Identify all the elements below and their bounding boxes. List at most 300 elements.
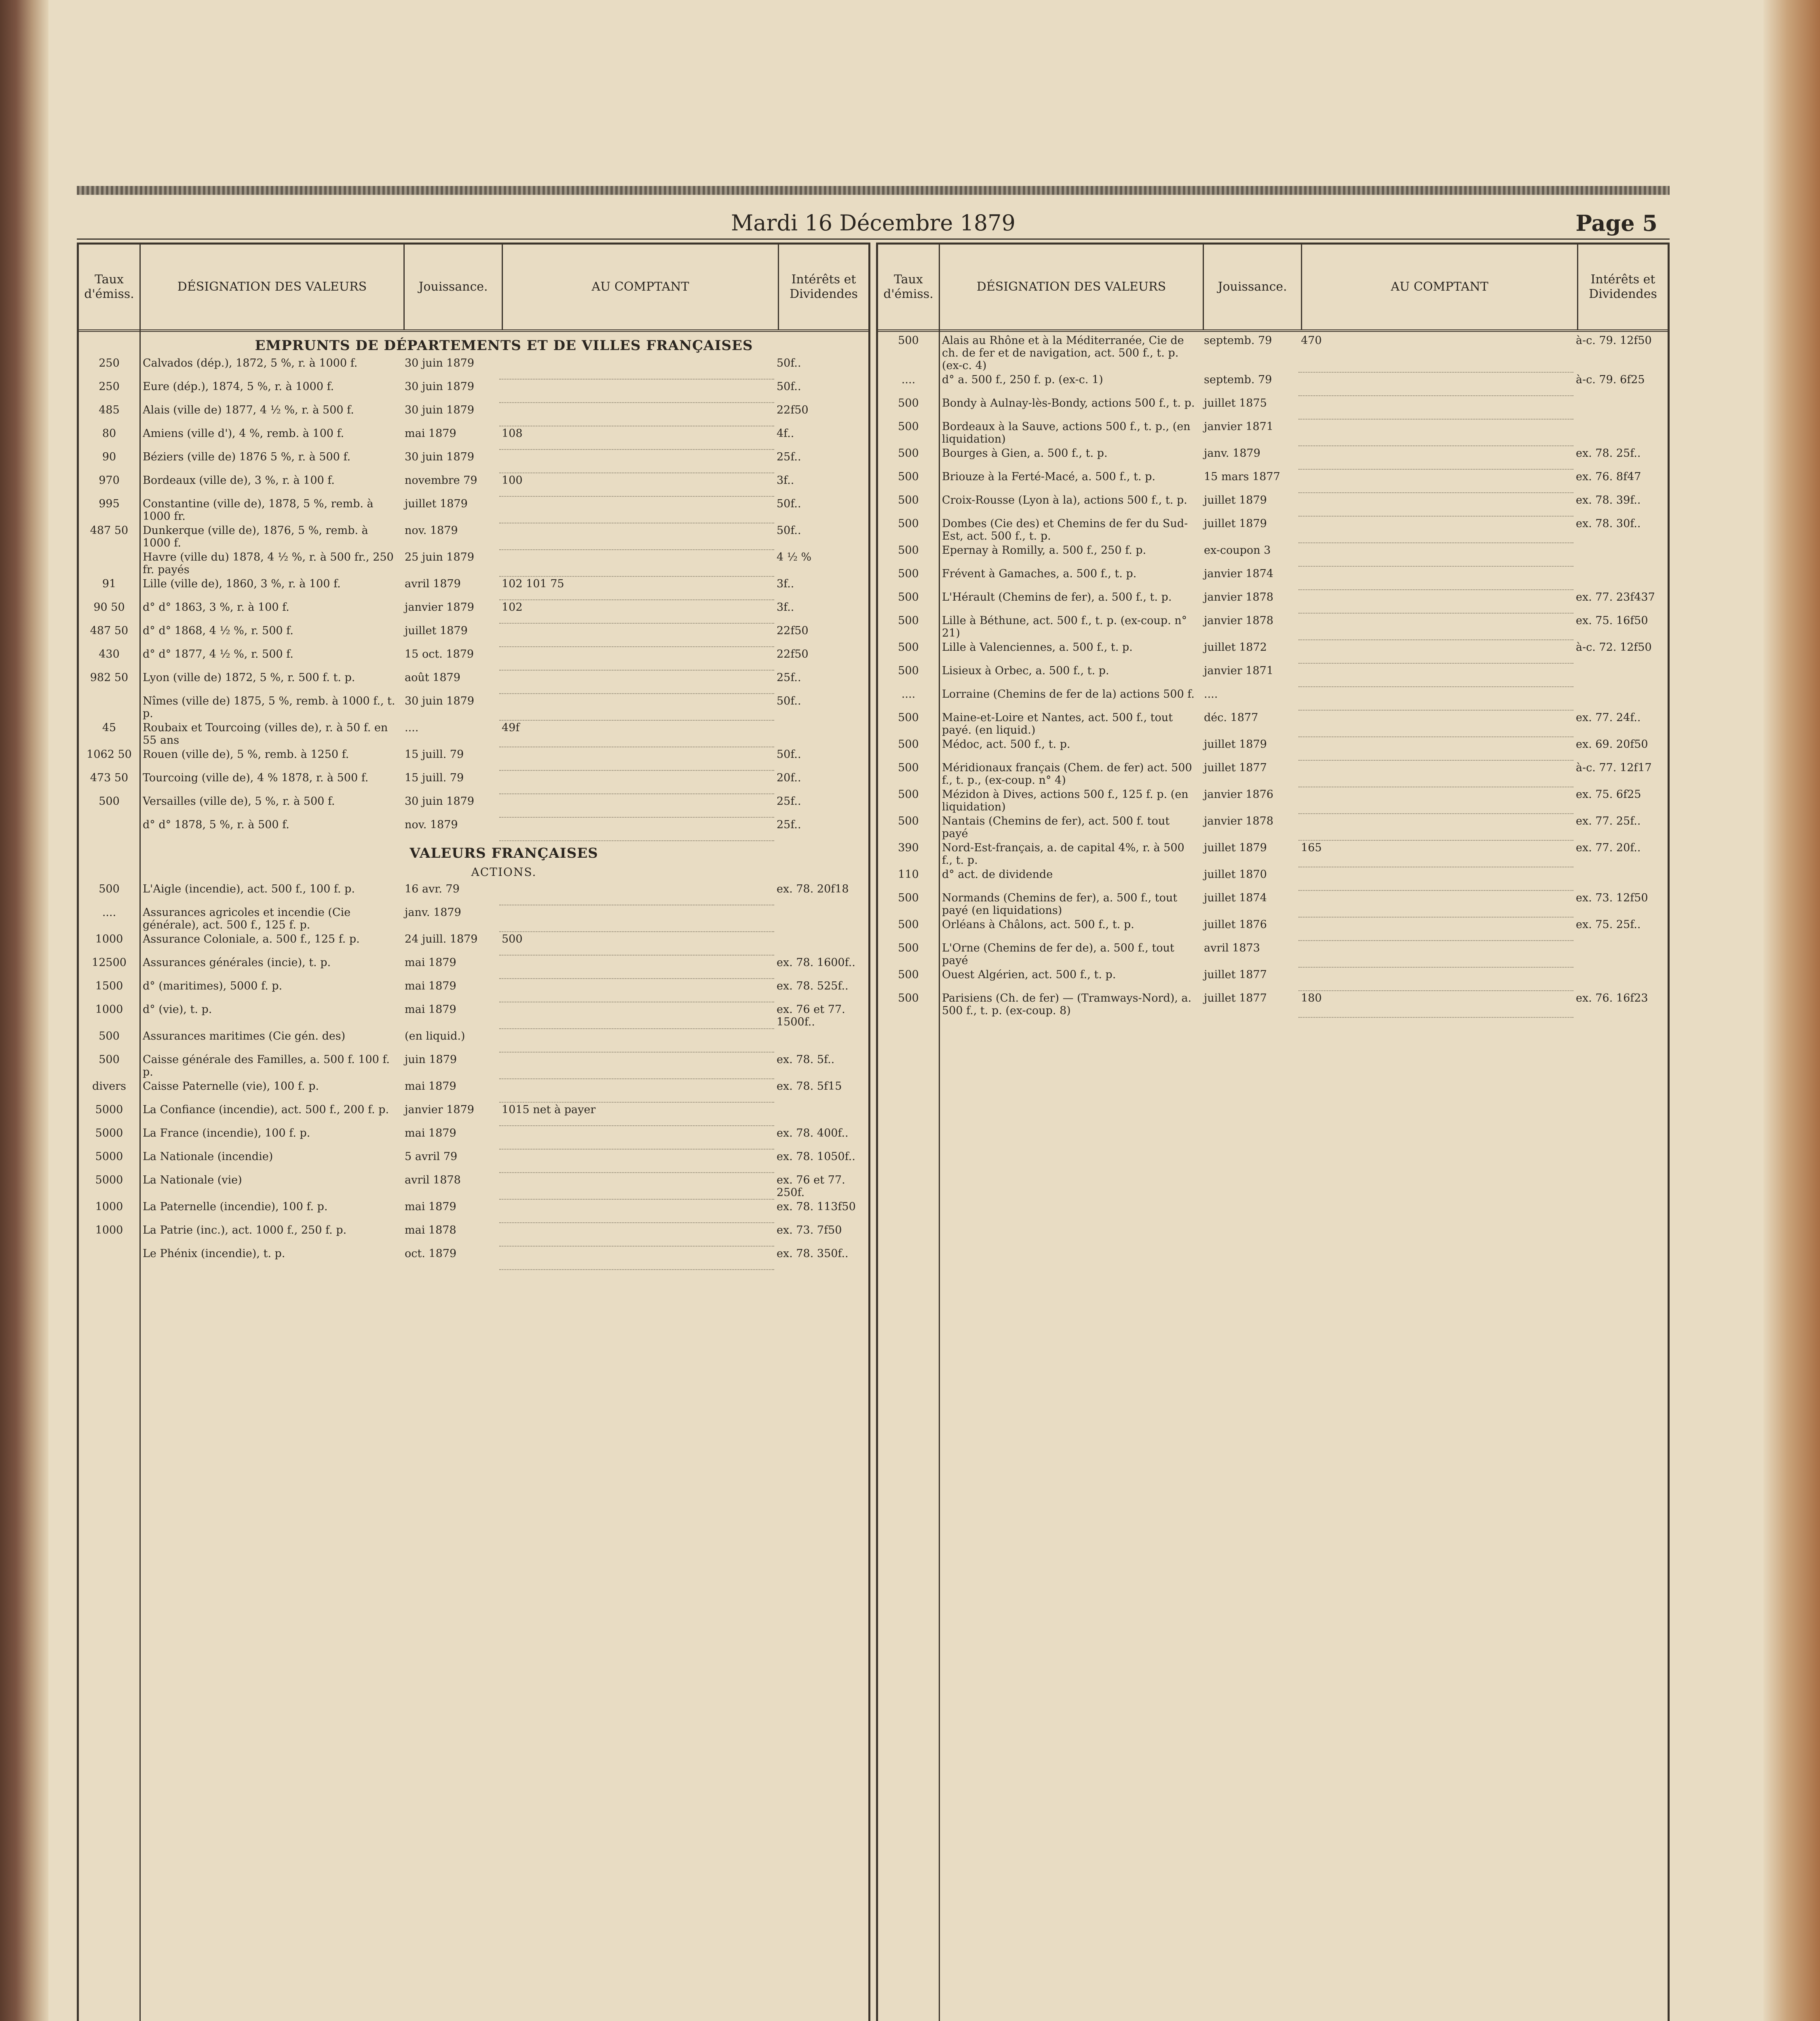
header-taux: Taux d'émiss. xyxy=(79,245,141,329)
cell-au-comptant xyxy=(1298,814,1573,841)
cell-au-comptant xyxy=(499,550,774,577)
cell-au-comptant xyxy=(499,1079,774,1103)
table-row xyxy=(79,1126,868,1150)
cell-jouissance: 30 juin 1879 xyxy=(405,380,475,393)
cell-au-comptant xyxy=(1298,493,1573,517)
cell-au-comptant xyxy=(1298,711,1573,737)
cell-au-comptant xyxy=(499,647,774,671)
cell-taux: 250 xyxy=(99,380,120,393)
cell-taux xyxy=(79,694,139,721)
cell-jouissance: oct. 1879 xyxy=(405,1247,457,1260)
cell-jouissance: avril 1878 xyxy=(405,1174,461,1186)
table-row xyxy=(79,794,868,818)
cell-taux: 90 50 xyxy=(93,601,125,614)
cell-designation: La Nationale (vie) xyxy=(143,1174,242,1186)
cell-jouissance: juillet 1874 xyxy=(1204,892,1267,904)
cell-taux: 110 xyxy=(898,868,919,881)
page-header xyxy=(77,206,1670,240)
cell-au-comptant xyxy=(499,747,774,771)
header-au-comptant: AU COMPTANT xyxy=(1302,245,1578,329)
cell-interets: ex. 78. 1050f.. xyxy=(777,1150,855,1163)
header-au-comptant: AU COMPTANT xyxy=(503,245,779,329)
cell-jouissance: juillet 1879 xyxy=(1204,842,1267,854)
cell-designation: Croix-Rousse (Lyon à la), actions 500 f., t. p. xyxy=(942,494,1187,506)
cell-designation: Bordeaux (ville de), 3 %, r. à 100 f. xyxy=(143,474,335,487)
cell-taux: 430 xyxy=(99,648,120,660)
cell-designation: Amiens (ville d'), 4 %, remb. à 100 f. xyxy=(143,427,344,440)
cell-interets: à-c. 77. 12f17 xyxy=(1576,762,1652,774)
cell-designation: Assurance Coloniale, a. 500 f., 125 f. p. xyxy=(143,933,360,945)
section-b-rows xyxy=(79,882,868,1270)
cell-au-comptant xyxy=(499,1223,774,1247)
cell-au-comptant xyxy=(499,905,774,932)
cell-interets: 25f.. xyxy=(777,451,801,463)
cell-interets: ex. 78. 5f.. xyxy=(777,1053,835,1066)
cell-jouissance: 30 juin 1879 xyxy=(405,357,475,369)
cell-designation: Caisse générale des Familles, a. 500 f. 100 f. p. xyxy=(143,1053,390,1078)
cell-interets xyxy=(1573,543,1668,567)
cell-designation: Bondy à Aulnay-lès-Bondy, actions 500 f., t. p. xyxy=(942,397,1195,409)
table-row xyxy=(878,446,1668,470)
cell-jouissance: août 1879 xyxy=(405,671,460,684)
cell-jouissance: juin 1879 xyxy=(405,1053,457,1066)
cell-designation: Parisiens (Ch. de fer) — (Tramways-Nord), a. 500 f., t. p. (ex-coup. 8) xyxy=(942,992,1192,1017)
cell-designation: La France (incendie), 100 f. p. xyxy=(143,1127,310,1139)
cell-au-comptant xyxy=(499,1150,774,1173)
cell-jouissance: mai 1879 xyxy=(405,1200,456,1213)
table-row xyxy=(878,737,1668,761)
cell-designation: La Paternelle (incendie), 100 f. p. xyxy=(143,1200,328,1213)
table-row xyxy=(878,470,1668,493)
cell-interets: ex. 78. 30f.. xyxy=(1576,517,1641,530)
cell-jouissance: juillet 1876 xyxy=(1204,918,1267,931)
cell-jouissance: janvier 1878 xyxy=(1204,614,1273,627)
cell-jouissance: janvier 1879 xyxy=(405,1103,474,1116)
table-row xyxy=(79,647,868,671)
cell-designation: Nîmes (ville de) 1875, 5 %, remb. à 1000 f., t. p. xyxy=(143,695,395,720)
cell-jouissance: nov. 1879 xyxy=(405,819,458,831)
cell-jouissance: novembre 79 xyxy=(405,474,477,487)
cell-interets xyxy=(1573,867,1668,891)
cell-taux xyxy=(79,1247,139,1270)
right-column-headers xyxy=(878,245,1668,332)
cell-designation: Méridionaux français (Chem. de fer) act. 500 f., t. p., (ex-coup. n° 4) xyxy=(942,762,1192,787)
cell-interets: ex. 77. 23f437 xyxy=(1576,591,1655,603)
table-row xyxy=(878,493,1668,517)
cell-jouissance: déc. 1877 xyxy=(1204,711,1258,724)
cell-taux: 5000 xyxy=(95,1103,123,1116)
cell-interets xyxy=(774,905,868,932)
cell-taux: 500 xyxy=(898,641,919,654)
cell-interets: ex. 73. 7f50 xyxy=(777,1224,842,1236)
cell-interets: 50f.. xyxy=(777,748,801,761)
table-row xyxy=(79,979,868,1002)
cell-taux: .... xyxy=(901,373,916,386)
cell-interets xyxy=(1573,420,1668,446)
cell-designation: Frévent à Gamaches, a. 500 f., t. p. xyxy=(942,567,1137,580)
cell-taux: 1000 xyxy=(95,1224,123,1236)
cell-taux: 45 xyxy=(102,721,116,734)
cell-au-comptant xyxy=(1298,420,1573,446)
cell-interets xyxy=(1573,664,1668,687)
table-row xyxy=(79,426,868,450)
cell-designation: Nord-Est-français, a. de capital 4%, r. à 500 f., t. p. xyxy=(942,842,1184,867)
cell-interets: 25f.. xyxy=(777,819,801,831)
cell-au-comptant xyxy=(1298,918,1573,941)
cell-taux: 995 xyxy=(99,498,120,510)
table-row xyxy=(79,380,868,403)
cell-jouissance: septemb. 79 xyxy=(1204,373,1272,386)
table-row xyxy=(79,403,868,426)
cell-jouissance: juillet 1875 xyxy=(1204,397,1267,409)
table-row xyxy=(878,991,1668,1018)
table-row xyxy=(878,711,1668,737)
cell-jouissance: mai 1879 xyxy=(405,1003,456,1016)
header-jouissance: Jouissance. xyxy=(1204,245,1302,329)
table-row xyxy=(79,356,868,380)
cell-interets: 50f.. xyxy=(777,524,801,537)
cell-designation: Rouen (ville de), 5 %, remb. à 1250 f. xyxy=(143,748,349,761)
table-row xyxy=(79,818,868,841)
cell-jouissance: avril 1873 xyxy=(1204,942,1260,954)
cell-designation: Normands (Chemins de fer), a. 500 f., tout payé (en liquidations) xyxy=(942,892,1178,917)
cell-au-comptant xyxy=(499,497,774,523)
cell-interets: 25f.. xyxy=(777,671,801,684)
cell-interets: 22f50 xyxy=(777,648,809,660)
table-row xyxy=(878,814,1668,841)
cell-interets: 4 ½ % xyxy=(777,551,812,563)
cell-au-comptant xyxy=(1298,867,1573,891)
cell-designation: d° (maritimes), 5000 f. p. xyxy=(143,980,283,992)
cell-taux: 500 xyxy=(898,420,919,433)
table-row xyxy=(79,1053,868,1079)
cell-designation: Epernay à Romilly, a. 500 f., 250 f. p. xyxy=(942,544,1146,557)
cell-au-comptant: 1015 net à payer xyxy=(499,1103,774,1126)
cell-designation: Lorraine (Chemins de fer de la) actions 500 f. xyxy=(942,688,1195,700)
page-date: Mardi 16 Décembre 1879 xyxy=(731,210,1016,236)
cell-interets: ex. 76. 8f47 xyxy=(1576,470,1641,483)
cell-designation: Bourges à Gien, a. 500 f., t. p. xyxy=(942,447,1108,460)
table-row xyxy=(79,600,868,624)
table-row xyxy=(878,841,1668,867)
cell-taux: 473 50 xyxy=(90,772,129,784)
cell-interets: ex. 78. 400f.. xyxy=(777,1127,849,1139)
cell-taux: .... xyxy=(901,688,916,700)
header-designation: DÉSIGNATION DES VALEURS xyxy=(141,245,405,329)
cell-interets: ex. 73. 12f50 xyxy=(1576,892,1648,904)
table-row xyxy=(79,473,868,497)
cell-au-comptant xyxy=(1298,373,1573,396)
cell-designation: d° (vie), t. p. xyxy=(143,1003,212,1016)
cell-jouissance: janvier 1876 xyxy=(1204,788,1273,801)
cell-jouissance: 30 juin 1879 xyxy=(405,795,475,808)
table-row xyxy=(878,918,1668,941)
cell-jouissance: juillet 1879 xyxy=(405,624,468,637)
table-row xyxy=(878,333,1668,373)
cell-interets: 3f.. xyxy=(777,578,794,590)
cell-interets: ex. 77. 24f.. xyxy=(1576,711,1641,724)
cell-jouissance: avril 1879 xyxy=(405,578,461,590)
cell-jouissance: juillet 1877 xyxy=(1204,762,1267,774)
cell-jouissance: .... xyxy=(405,721,419,734)
cell-au-comptant xyxy=(499,694,774,721)
cell-taux: divers xyxy=(92,1080,126,1093)
table-row xyxy=(878,373,1668,396)
table-row xyxy=(878,891,1668,918)
cell-au-comptant: 108 xyxy=(499,426,774,450)
cell-au-comptant: 102 xyxy=(499,600,774,624)
cell-interets: ex. 78. 20f18 xyxy=(777,883,849,895)
cell-designation: d° d° 1863, 3 %, r. à 100 f. xyxy=(143,601,289,614)
cell-au-comptant xyxy=(499,523,774,550)
table-row xyxy=(878,761,1668,787)
table-row xyxy=(79,1247,868,1270)
cell-interets: 22f50 xyxy=(777,404,809,416)
cell-au-comptant xyxy=(499,450,774,473)
cell-taux: 500 xyxy=(898,711,919,724)
cell-designation: Béziers (ville de) 1876 5 %, r. à 500 f. xyxy=(143,451,351,463)
cell-interets xyxy=(774,932,868,956)
cell-taux: 500 xyxy=(898,762,919,774)
cell-interets: à-c. 79. 6f25 xyxy=(1576,373,1645,386)
table-row xyxy=(79,1173,868,1200)
cell-interets: 50f.. xyxy=(777,695,801,707)
cell-au-comptant xyxy=(1298,543,1573,567)
cell-au-comptant xyxy=(1298,737,1573,761)
cell-taux: 500 xyxy=(99,795,120,808)
table-row xyxy=(79,577,868,600)
cell-designation: Roubaix et Tourcoing (villes de), r. à 50 f. en 55 ans xyxy=(143,721,388,747)
cell-jouissance: juillet 1877 xyxy=(1204,968,1267,981)
left-table xyxy=(77,243,870,2021)
header-jouissance: Jouissance. xyxy=(405,245,503,329)
cell-designation: L'Hérault (Chemins de fer), a. 500 f., t. p. xyxy=(942,591,1172,603)
cell-interets: ex. 75. 25f.. xyxy=(1576,918,1641,931)
cell-taux: 500 xyxy=(898,665,919,677)
cell-interets: ex. 78. 25f.. xyxy=(1576,447,1641,460)
cell-interets: ex. 78. 350f.. xyxy=(777,1247,849,1260)
table-row xyxy=(878,420,1668,446)
cell-taux: 485 xyxy=(99,404,120,416)
cell-au-comptant xyxy=(1298,664,1573,687)
cell-interets: à-c. 72. 12f50 xyxy=(1576,641,1652,654)
cell-taux: 390 xyxy=(898,842,919,854)
cell-designation: Nantais (Chemins de fer), act. 500 f. tout payé xyxy=(942,815,1170,840)
cell-designation: Calvados (dép.), 1872, 5 %, r. à 1000 f. xyxy=(143,357,358,369)
cell-au-comptant xyxy=(499,356,774,380)
cell-jouissance: 30 juin 1879 xyxy=(405,404,475,416)
cell-au-comptant xyxy=(1298,470,1573,493)
cell-jouissance: .... xyxy=(1204,688,1218,700)
cell-jouissance: janv. 1879 xyxy=(1204,447,1260,460)
cell-designation: d° act. de dividende xyxy=(942,868,1053,881)
cell-taux: 487 50 xyxy=(90,624,129,637)
cell-jouissance: (en liquid.) xyxy=(405,1030,465,1042)
cell-jouissance: mai 1878 xyxy=(405,1224,456,1236)
cell-taux: 500 xyxy=(898,942,919,954)
cell-interets: 22f50 xyxy=(777,624,809,637)
cell-taux: 970 xyxy=(99,474,120,487)
cell-taux: 500 xyxy=(898,918,919,931)
cell-interets: 50f.. xyxy=(777,498,801,510)
cell-interets: ex. 69. 20f50 xyxy=(1576,738,1648,751)
table-row xyxy=(79,1200,868,1223)
table-row xyxy=(878,590,1668,614)
cell-taux: 1000 xyxy=(95,1003,123,1016)
header-interets: Intérêts et Dividendes xyxy=(790,272,858,301)
cell-taux: 1000 xyxy=(95,1200,123,1213)
cell-designation: Caisse Paternelle (vie), 100 f. p. xyxy=(143,1080,319,1093)
cell-designation: L'Orne (Chemins de fer de), a. 500 f., tout payé xyxy=(942,942,1174,967)
cell-au-comptant xyxy=(499,671,774,694)
cell-designation: Tourcoing (ville de), 4 % 1878, r. à 500 f. xyxy=(143,772,369,784)
cell-taux: .... xyxy=(102,906,116,919)
cell-designation: Eure (dép.), 1874, 5 %, r. à 1000 f. xyxy=(143,380,334,393)
cell-au-comptant: 470 xyxy=(1298,333,1573,373)
cell-designation: Dunkerque (ville de), 1876, 5 %, remb. à 1000 f. xyxy=(143,524,368,549)
table-row xyxy=(79,624,868,647)
cell-jouissance: juillet 1879 xyxy=(1204,494,1267,506)
cell-au-comptant: 100 xyxy=(499,473,774,497)
cell-jouissance: juillet 1872 xyxy=(1204,641,1267,654)
cell-taux: 500 xyxy=(898,992,919,1004)
cell-interets xyxy=(1573,687,1668,711)
cell-jouissance: mai 1879 xyxy=(405,980,456,992)
cell-interets: ex. 75. 16f50 xyxy=(1576,614,1648,627)
cell-designation: La Confiance (incendie), act. 500 f., 200 f. p. xyxy=(143,1103,389,1116)
cell-jouissance: septemb. 79 xyxy=(1204,334,1272,347)
cell-taux: 500 xyxy=(898,334,919,347)
tables-area xyxy=(77,243,1670,2021)
cell-jouissance: juillet 1879 xyxy=(1204,738,1267,751)
cell-jouissance: janvier 1871 xyxy=(1204,420,1273,433)
cell-taux: 500 xyxy=(898,567,919,580)
cell-interets: ex. 78. 1600f.. xyxy=(777,956,855,969)
table-row xyxy=(79,450,868,473)
page-edge xyxy=(1763,0,1820,2021)
table-row xyxy=(878,614,1668,640)
cell-au-comptant xyxy=(1298,567,1573,590)
cell-taux: 500 xyxy=(99,1053,120,1066)
cell-au-comptant xyxy=(499,818,774,841)
cell-taux: 500 xyxy=(898,614,919,627)
cell-au-comptant xyxy=(1298,517,1573,543)
cell-interets: 3f.. xyxy=(777,474,794,487)
table-row xyxy=(79,550,868,577)
table-row xyxy=(878,787,1668,814)
table-row xyxy=(79,1002,868,1029)
cell-taux: 500 xyxy=(898,738,919,751)
cell-designation: Constantine (ville de), 1878, 5 %, remb. à 1000 fr. xyxy=(143,498,374,523)
cell-au-comptant: 165 xyxy=(1298,841,1573,867)
cell-au-comptant xyxy=(499,979,774,1002)
cell-interets: ex. 76. 16f23 xyxy=(1576,992,1648,1004)
cell-interets: ex. 75. 6f25 xyxy=(1576,788,1641,801)
cell-au-comptant xyxy=(1298,590,1573,614)
cell-au-comptant xyxy=(499,1002,774,1029)
cell-interets xyxy=(1573,396,1668,420)
cell-designation: d° d° 1877, 4 ½ %, r. 500 f. xyxy=(143,648,293,660)
cell-interets: 3f.. xyxy=(777,601,794,614)
cell-taux: 500 xyxy=(898,544,919,557)
cell-taux: 500 xyxy=(898,447,919,460)
cell-taux: 500 xyxy=(898,788,919,801)
cell-jouissance: 25 juin 1879 xyxy=(405,551,475,563)
cell-interets: ex. 78. 39f.. xyxy=(1576,494,1641,506)
cell-taux: 12500 xyxy=(92,956,127,969)
cell-designation: Le Phénix (incendie), t. p. xyxy=(143,1247,285,1260)
cell-jouissance: 15 oct. 1879 xyxy=(405,648,474,660)
cell-taux: 1500 xyxy=(95,980,123,992)
cell-interets xyxy=(774,721,868,747)
cell-jouissance: 24 juill. 1879 xyxy=(405,933,478,945)
page-number: Page 5 xyxy=(1575,210,1657,236)
table-row xyxy=(878,396,1668,420)
cell-interets: 20f.. xyxy=(777,772,801,784)
cell-interets: ex. 78. 525f.. xyxy=(777,980,849,992)
cell-designation: La Nationale (incendie) xyxy=(143,1150,273,1163)
cell-designation: Alais au Rhône et à la Méditerranée, Cie de ch. de fer et de navigation, act. 500 f., t. p. (ex-c. 4) xyxy=(942,334,1184,372)
cell-interets: ex. 78. 113f50 xyxy=(777,1200,856,1213)
table-row xyxy=(79,671,868,694)
cell-au-comptant xyxy=(1298,396,1573,420)
table-row xyxy=(79,721,868,747)
cell-au-comptant: 49f xyxy=(499,721,774,747)
cell-interets xyxy=(1573,941,1668,968)
section-a-rows xyxy=(79,356,868,841)
cell-au-comptant xyxy=(1298,891,1573,918)
cell-interets: à-c. 79. 12f50 xyxy=(1576,334,1652,347)
table-row xyxy=(79,523,868,550)
header-interets: Intérêts et Dividendes xyxy=(1589,272,1657,301)
cell-designation: Lille (ville de), 1860, 3 %, r. à 100 f. xyxy=(143,578,341,590)
cell-taux: 500 xyxy=(898,892,919,904)
section-title: VALEURS FRANÇAISES xyxy=(410,845,598,861)
table-row xyxy=(79,882,868,905)
cell-au-comptant: 180 xyxy=(1298,991,1573,1018)
cell-au-comptant: 500 xyxy=(499,932,774,956)
cell-au-comptant xyxy=(499,1053,774,1079)
cell-taux: 250 xyxy=(99,357,120,369)
cell-interets: 50f.. xyxy=(777,357,801,369)
cell-taux: 90 xyxy=(102,451,116,463)
table-row xyxy=(79,1029,868,1053)
newspaper-page xyxy=(65,174,1682,2021)
cell-designation: d° a. 500 f., 250 f. p. (ex-c. 1) xyxy=(942,373,1103,386)
cell-interets xyxy=(1573,968,1668,991)
table-row xyxy=(878,640,1668,664)
cell-designation: L'Aigle (incendie), act. 500 f., 100 f. p. xyxy=(143,883,355,895)
header-designation: DÉSIGNATION DES VALEURS xyxy=(940,245,1204,329)
cell-interets xyxy=(774,1029,868,1053)
table-row xyxy=(878,517,1668,543)
cell-jouissance: janvier 1878 xyxy=(1204,591,1273,603)
table-row xyxy=(878,941,1668,968)
cell-interets: 50f.. xyxy=(777,380,801,393)
cell-designation: Lille à Béthune, act. 500 f., t. p. (ex-coup. n° 21) xyxy=(942,614,1187,639)
table-row xyxy=(79,747,868,771)
cell-au-comptant xyxy=(499,624,774,647)
table-row xyxy=(79,1103,868,1126)
cell-designation: Orléans à Châlons, act. 500 f., t. p. xyxy=(942,918,1134,931)
cell-au-comptant xyxy=(499,403,774,426)
cell-designation: Versailles (ville de), 5 %, r. à 500 f. xyxy=(143,795,335,808)
cell-designation: Assurances agricoles et incendie (Cie générale), act. 500 f., 125 f. p. xyxy=(143,906,351,931)
cell-designation: Maine-et-Loire et Nantes, act. 500 f., tout payé. (en liquid.) xyxy=(942,711,1173,736)
cell-interets: 4f.. xyxy=(777,427,794,440)
cell-au-comptant xyxy=(1298,941,1573,968)
cell-taux: 5000 xyxy=(95,1127,123,1139)
